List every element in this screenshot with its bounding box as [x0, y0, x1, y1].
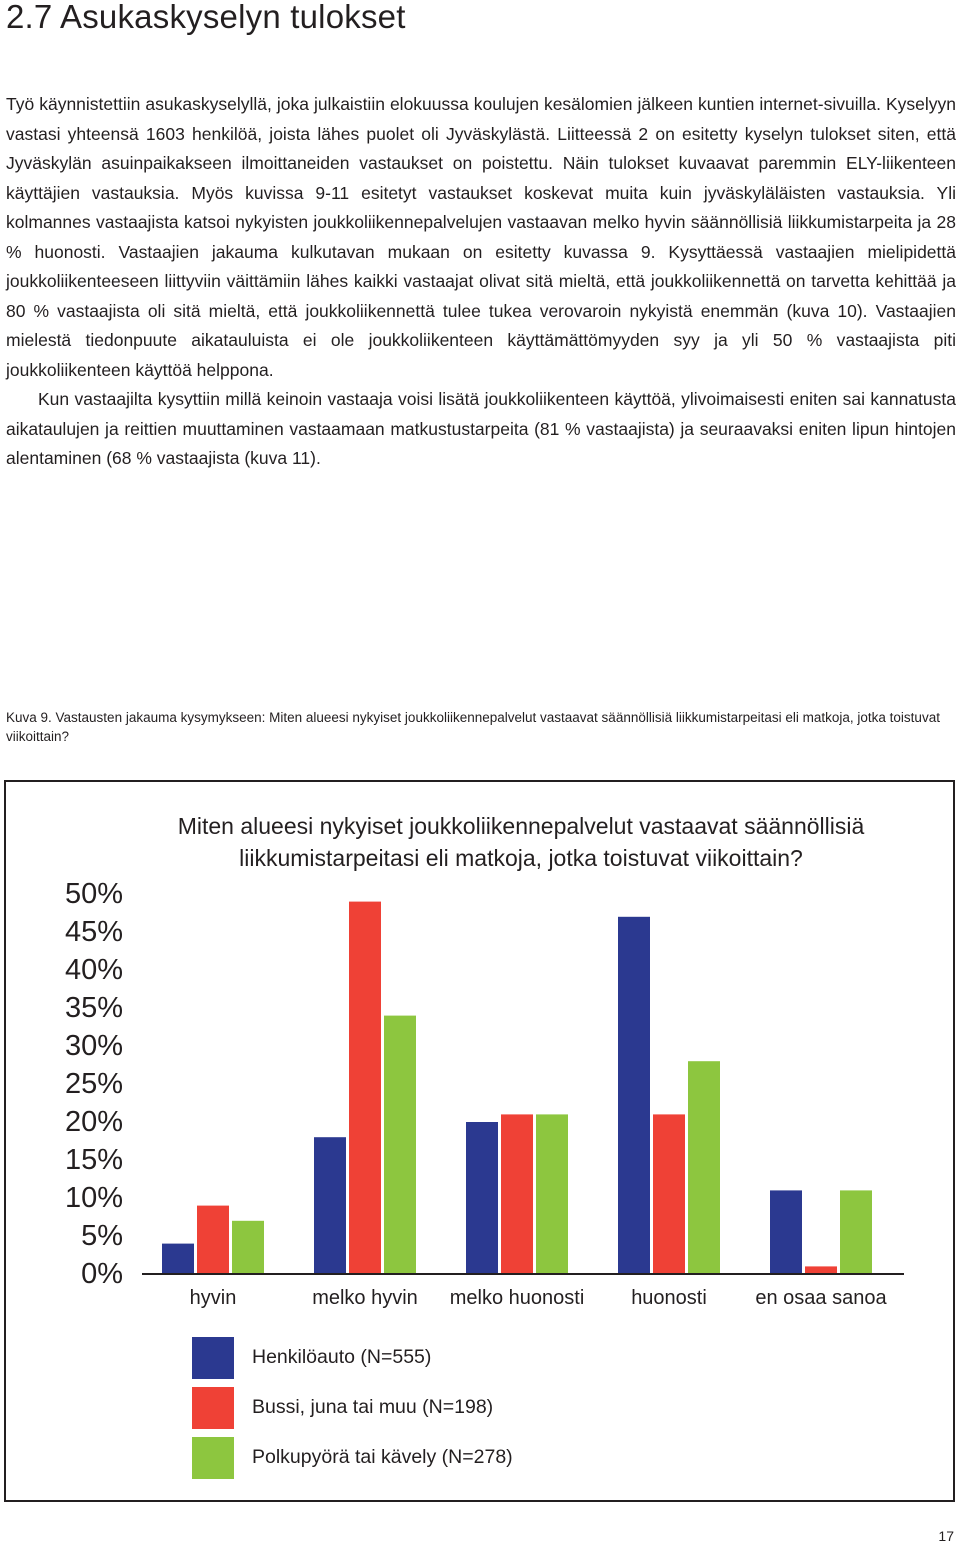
paragraph-1: Työ käynnistettiin asukaskyselyllä, joka julkaistiin elokuussa koulujen kesälomien jälkeen kuntien internet-sivuilla. Kyselyyn vastasi yhteensä 1603 henkilöä, joista lähes puolet oli Jyväskylästä. Liitteessä 2 on esitetty kyselyn tulokset siten, että Jyväskylän asuinpaikakseen ilmoittaneiden vastaukset on poistettu. Näin tulokset kuvaavat paremmin ELY-liikenteen käyttäjien vastauksia. Myös kuvissa 9-11 esitetyt vastaukset koskevat muita kuin jyväskyläläisten vastauksia. Yli kolmannes vastaajista katsoi nykyisten joukkoliikennepalvelujen vastaavan melko hyvin säännöllisiä liikkumistarpeita ja 28 % huonosti. Vastaajien jakauma kulkutavan mukaan on esitetty kuvassa 9. Kysyttäessä vastaajien mielipidettä joukkoliikenteeseen liittyviin väittämiin lähes kaikki vastaajat olivat sitä mieltä, että joukkoliikennettä on tarvetta kehittää ja 80 % vastaajista oli sitä mieltä, että joukkoliikennettä tulee tukea verovaroin nykyistä enemmän (kuva 10). Vastaajien mielestä tiedonpuute aikatauluista ei ole joukkoliikenteen käyttämättömyyden syy ja yli 50 % vastaajista piti joukkoliikenteen käyttöä helppona.: [6, 94, 956, 380]
x-category-label: en osaa sanoa: [755, 1287, 887, 1309]
y-tick-label: 20%: [64, 1106, 123, 1138]
x-category-label: melko huonosti: [449, 1287, 585, 1309]
y-tick-label: 0%: [81, 1258, 123, 1290]
bar-3-1: [232, 1221, 264, 1274]
y-tick-label: 5%: [81, 1220, 123, 1252]
y-tick-label: 40%: [64, 954, 123, 986]
y-tick-label: 10%: [64, 1182, 123, 1214]
section-heading: 2.7 Asukaskyselyn tulokset: [6, 0, 406, 35]
bar-1-1: [162, 1244, 194, 1274]
bar-2-1: [197, 1206, 229, 1274]
legend-swatch: [192, 1387, 234, 1429]
legend-label: Henkilöauto (N=555): [252, 1346, 432, 1368]
x-category-label: hyvin: [189, 1287, 237, 1309]
chart-title: Miten alueesi nykyiset joukkoliikennepalvelut vastaavat säännöllisiä liikkumistarpeitasi eli matkoja, jotka toistuvat viikoittain?: [177, 813, 865, 871]
bar-1-4: [618, 917, 650, 1274]
legend-label: Bussi, juna tai muu (N=198): [252, 1396, 494, 1418]
x-category-label: melko hyvin: [312, 1287, 418, 1309]
legend-swatch: [192, 1437, 234, 1479]
bar-3-2: [384, 1016, 416, 1274]
bar-2-5: [805, 1266, 837, 1274]
figure-caption: Kuva 9. Vastausten jakauma kysymykseen: Miten alueesi nykyiset joukkoliikennepalvelut vastaavat säännöllisiä liikkumistarpeitasi eli matkoja, jotka toistuvat viikoittain?: [6, 710, 940, 744]
bar-3-3: [536, 1114, 568, 1274]
bar-2-4: [653, 1114, 685, 1274]
body-text: [6, 90, 956, 474]
legend-swatch: [192, 1337, 234, 1379]
y-tick-label: 35%: [64, 992, 123, 1024]
x-category-label: huonosti: [631, 1287, 707, 1309]
bar-2-3: [501, 1114, 533, 1274]
bar-1-2: [314, 1137, 346, 1274]
y-tick-label: 25%: [64, 1068, 123, 1100]
bar-2-2: [349, 902, 381, 1274]
page-number: 17: [938, 1528, 954, 1544]
bar-3-5: [840, 1190, 872, 1274]
bar-3-4: [688, 1061, 720, 1274]
y-tick-label: 45%: [64, 916, 123, 948]
bar-chart-plot: [6, 782, 953, 1500]
bar-1-3: [466, 1122, 498, 1274]
y-tick-label: 50%: [64, 878, 123, 910]
paragraph-2: Kun vastaajilta kysyttiin millä keinoin vastaaja voisi lisätä joukkoliikenteen käyttöä, ylivoimaisesti eniten sai kannatusta aikataulujen ja reittien muuttaminen vastaamaan matkustustarpeita (81 % vastaajista) ja seuraavaksi eniten lipun hintojen alentaminen (68 % vastaajista (kuva 11).: [6, 389, 956, 468]
y-tick-label: 15%: [64, 1144, 123, 1176]
legend-label: Polkupyörä tai kävely (N=278): [252, 1446, 513, 1468]
bar-1-5: [770, 1190, 802, 1274]
y-tick-label: 30%: [64, 1030, 123, 1062]
chart-figure: [4, 780, 955, 1502]
